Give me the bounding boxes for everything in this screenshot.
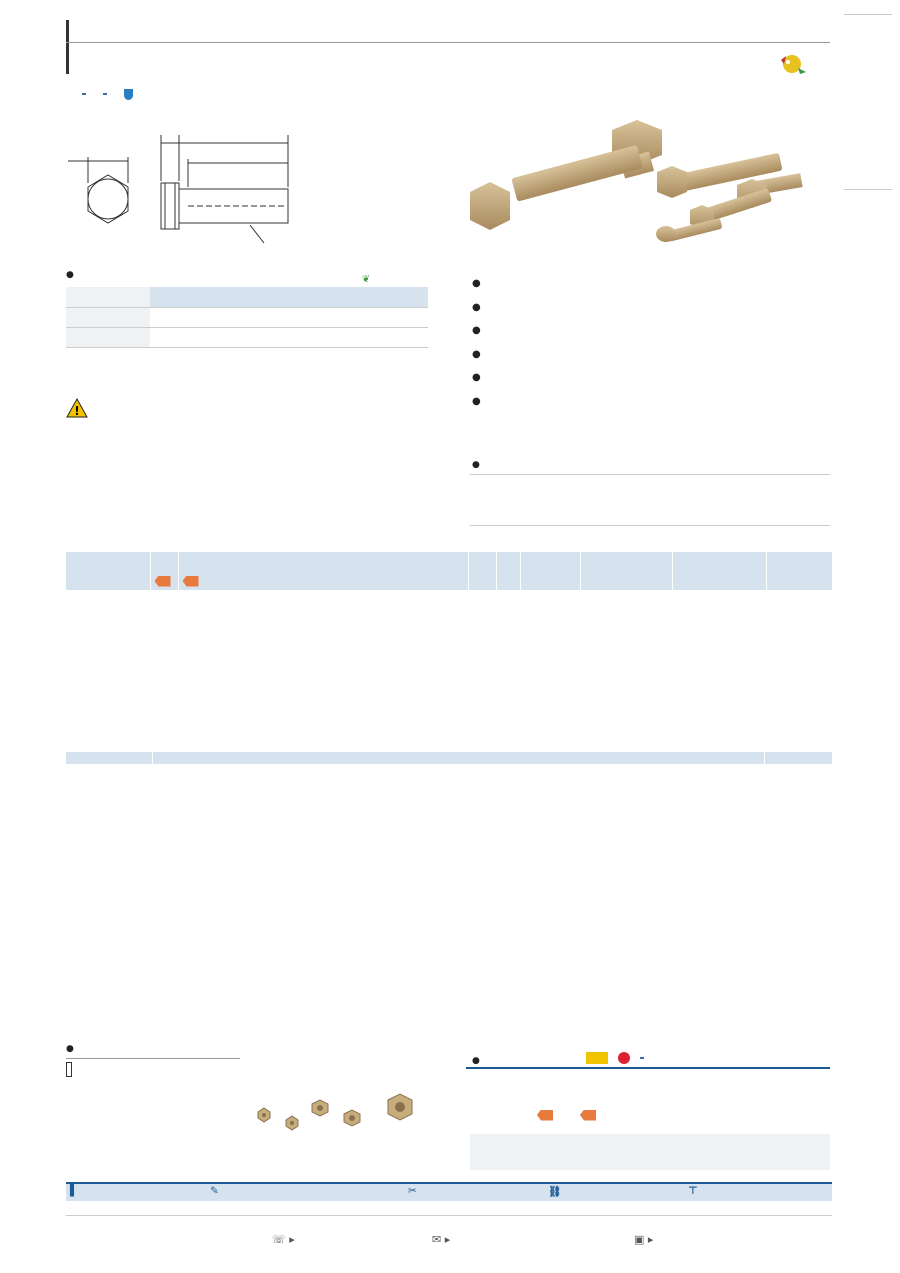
category-sidebar	[844, 0, 900, 1273]
option-anti-drop[interactable]: ⊤	[684, 1182, 832, 1216]
cad-download-link[interactable]	[103, 88, 110, 100]
option-loose-sale[interactable]: ▌	[66, 1182, 206, 1216]
footer-mail[interactable]	[432, 1233, 454, 1246]
flask-icon	[124, 89, 133, 100]
option-thread-cut[interactable]: ✂	[404, 1182, 544, 1216]
dimension-diagram	[60, 125, 300, 255]
material-label	[66, 307, 150, 327]
related-divider	[66, 1058, 240, 1059]
order-divider	[466, 1067, 830, 1069]
web-icon: ▣ ▸	[634, 1233, 654, 1246]
related-product-link[interactable]	[66, 1062, 72, 1077]
heat-label	[66, 327, 150, 347]
uses-box	[470, 474, 830, 526]
price-table	[66, 752, 832, 764]
product-photo	[462, 110, 832, 260]
related-title	[66, 1040, 80, 1055]
svg-text:!: !	[74, 404, 80, 418]
feature-item	[472, 366, 488, 390]
material-value	[150, 307, 428, 327]
uses-title	[472, 456, 486, 471]
order-tag-2	[580, 1108, 596, 1121]
material-title	[66, 266, 80, 281]
order-tag-1	[537, 1108, 553, 1121]
select-navi-link[interactable]	[82, 88, 89, 100]
header-links	[82, 88, 136, 100]
mascot-icon	[778, 50, 808, 78]
option-clean-wash[interactable]: ✎	[206, 1182, 404, 1216]
footer-tel[interactable]	[272, 1233, 299, 1246]
dimension-table	[66, 552, 832, 590]
web-icon	[640, 1057, 644, 1059]
option-lock[interactable]: ⛓	[544, 1182, 684, 1216]
feature-item	[472, 319, 488, 343]
feature-item	[472, 390, 488, 414]
clock-icon	[618, 1052, 630, 1064]
chemical-resistance-link[interactable]	[124, 88, 136, 100]
order-title	[472, 1052, 486, 1067]
order-badges	[586, 1052, 647, 1064]
feature-item	[472, 272, 488, 296]
feature-item	[472, 343, 488, 367]
order-note	[470, 1134, 830, 1170]
heat-value	[150, 327, 428, 347]
leaf-icon: ❦	[362, 274, 370, 285]
footer-web[interactable]	[634, 1233, 657, 1246]
warning-icon	[66, 398, 88, 418]
material-table	[66, 287, 428, 348]
phone-icon: ☏ ▸	[272, 1233, 295, 1246]
related-text	[66, 1061, 72, 1078]
material-col-header	[150, 287, 428, 307]
truck-icon	[586, 1052, 608, 1064]
nut-photo	[248, 1090, 428, 1140]
mail-icon: ✉ ▸	[432, 1233, 451, 1246]
options-bar	[66, 1182, 832, 1216]
feature-list	[472, 272, 488, 413]
header-divider	[66, 42, 830, 43]
header-bar	[66, 20, 69, 74]
rohs-badge	[362, 274, 370, 285]
sidebar-main-category[interactable]	[844, 14, 892, 190]
feature-item	[472, 296, 488, 320]
